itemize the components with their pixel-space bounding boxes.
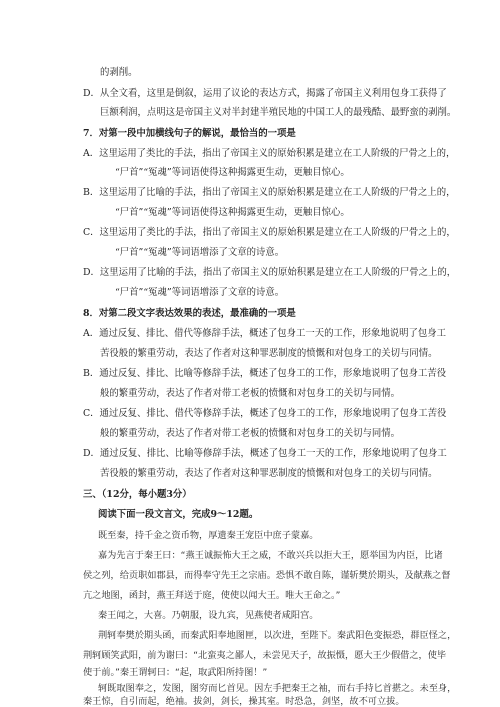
text-line: “尸首”“冤魂”等词语增添了文章的诗意。 — [115, 247, 285, 258]
passage-line: 轲既取图奉之，发图，图穷而匕首见。因左手把秦王之袖，而右手持匕首揕之。未至身， — [98, 683, 457, 694]
section-three-heading: 三、（12分，每小题3分） — [83, 489, 192, 500]
text-line: 苦役般的繁重劳动，表达了作者对这种罪恶制度的愤慨和对包身工的关切与同情。 — [100, 348, 438, 359]
passage-line: 侯之列，给贡职如郡县，而得奉守先王之宗庙。恐惧不敢自陈，谨斩樊於期头，及献燕之督 — [83, 570, 451, 581]
q7-option-b: B．这里运用了比喻的手法，指出了帝国主义的原始积累是建立在工人阶级的尸骨之上的， — [83, 187, 456, 198]
q8-option-b: B．通过反复、排比、比喻等修辞手法，概述了包身工的工作，形象地说明了包身工苦役 — [83, 368, 447, 379]
passage-line: 使于前。”秦王谓轲曰：“起，取武阳所持图！” — [83, 667, 268, 678]
passage-line: 荆轲奉樊於期头函，而秦武阳奉地图匣，以次进，至陛下。秦武阳色变振恐，群臣怪之， — [98, 630, 457, 641]
text-line: “尸首”“冤魂”等词语使得这种揭露更生动，更触目惊心。 — [115, 207, 350, 218]
passage-line: 亢之地图，函封，燕王拜送于庭，使使以闻大王。唯大王命之。” — [83, 590, 341, 601]
text-line: “尸首”“冤魂”等词语使得这种揭露更生动，更触目惊心。 — [115, 167, 350, 178]
q8-option-c: C．通过反复、排比、借代等修辞手法，概述了包身工的工作，形象地说明了包身工苦役 — [83, 408, 447, 419]
q8-option-d: D．通过反复、排比、比喻等修辞手法，概述了包身工一天的工作，形象地说明了包身工 — [83, 448, 447, 459]
q7-option-d: D．这里运用了比喻的手法，指出了帝国主义的原始积累是建立在工人阶级的尸骨之上的， — [83, 267, 457, 278]
passage-line: 荆轲顾笑武阳，前为谢曰：“北蛮夷之鄙人，未尝见天子，故振慑，愿大王少假借之，使毕 — [83, 650, 447, 661]
reading-instruction: 阅读下面一段文言文，完成9～12题。 — [98, 509, 259, 520]
question-7: 7．对第一段中加横线句子的解说，最恰当的一项是 — [83, 128, 296, 139]
text-line: 巨额利润，点明这是帝国主义对半封建半殖民地的中国工人的最残酷、最野蛮的剥削。 — [100, 107, 457, 118]
q8-option-a: A．通过反复、排比、借代等修辞手法，概述了包身工一天的工作，形象地说明了包身工 — [83, 328, 447, 339]
passage-line: 秦王闻之，大喜。乃朝服，设九宾，见燕使者咸阳宫。 — [98, 610, 319, 621]
option-d-line: D．从全文看，这里是倒叙，运用了议论的表达方式，揭露了帝国主义利用包身工获得了 — [83, 88, 447, 99]
passage-line: 嘉为先言于秦王曰：“燕王诚振怖大王之威，不敢兴兵以拒大王，愿举国为内臣，比诸 — [98, 550, 443, 561]
text-line: 般的繁重劳动，表达了作者对带工老板的愤慨和对包身工的关切与同情。 — [100, 428, 401, 439]
text-line: “尸首”“冤魂”等词语增添了文章的诗意。 — [115, 287, 285, 298]
text-line: 的剥削。 — [100, 67, 138, 78]
question-8: 8．对第二段文字表达效果的表述，最准确的一项是 — [83, 308, 296, 319]
passage-line: 既至秦，持千金之资币物，厚遗秦王宠臣中庶子蒙嘉。 — [98, 530, 319, 541]
q7-option-c: C．这里运用了类比的手法，指出了帝国主义的原始积累是建立在工人阶级的尸骨之上的， — [83, 227, 456, 238]
text-line: 苦役般的繁重劳动，表达了作者对这种罪恶制度的愤慨和对包身工的关切与同情。 — [100, 468, 438, 479]
q7-option-a: A．这里运用了类比的手法，指出了帝国主义的原始积累是建立在工人阶级的尸骨之上的， — [83, 148, 456, 159]
passage-line: 秦王惊，自引而起，绝袖。拔剑，剑长，操其室。时恐急，剑坚，故不可立拔。 — [83, 696, 405, 707]
text-line: 般的繁重劳动，表达了作者对带工老板的愤慨和对包身工的关切与同情。 — [100, 388, 401, 399]
